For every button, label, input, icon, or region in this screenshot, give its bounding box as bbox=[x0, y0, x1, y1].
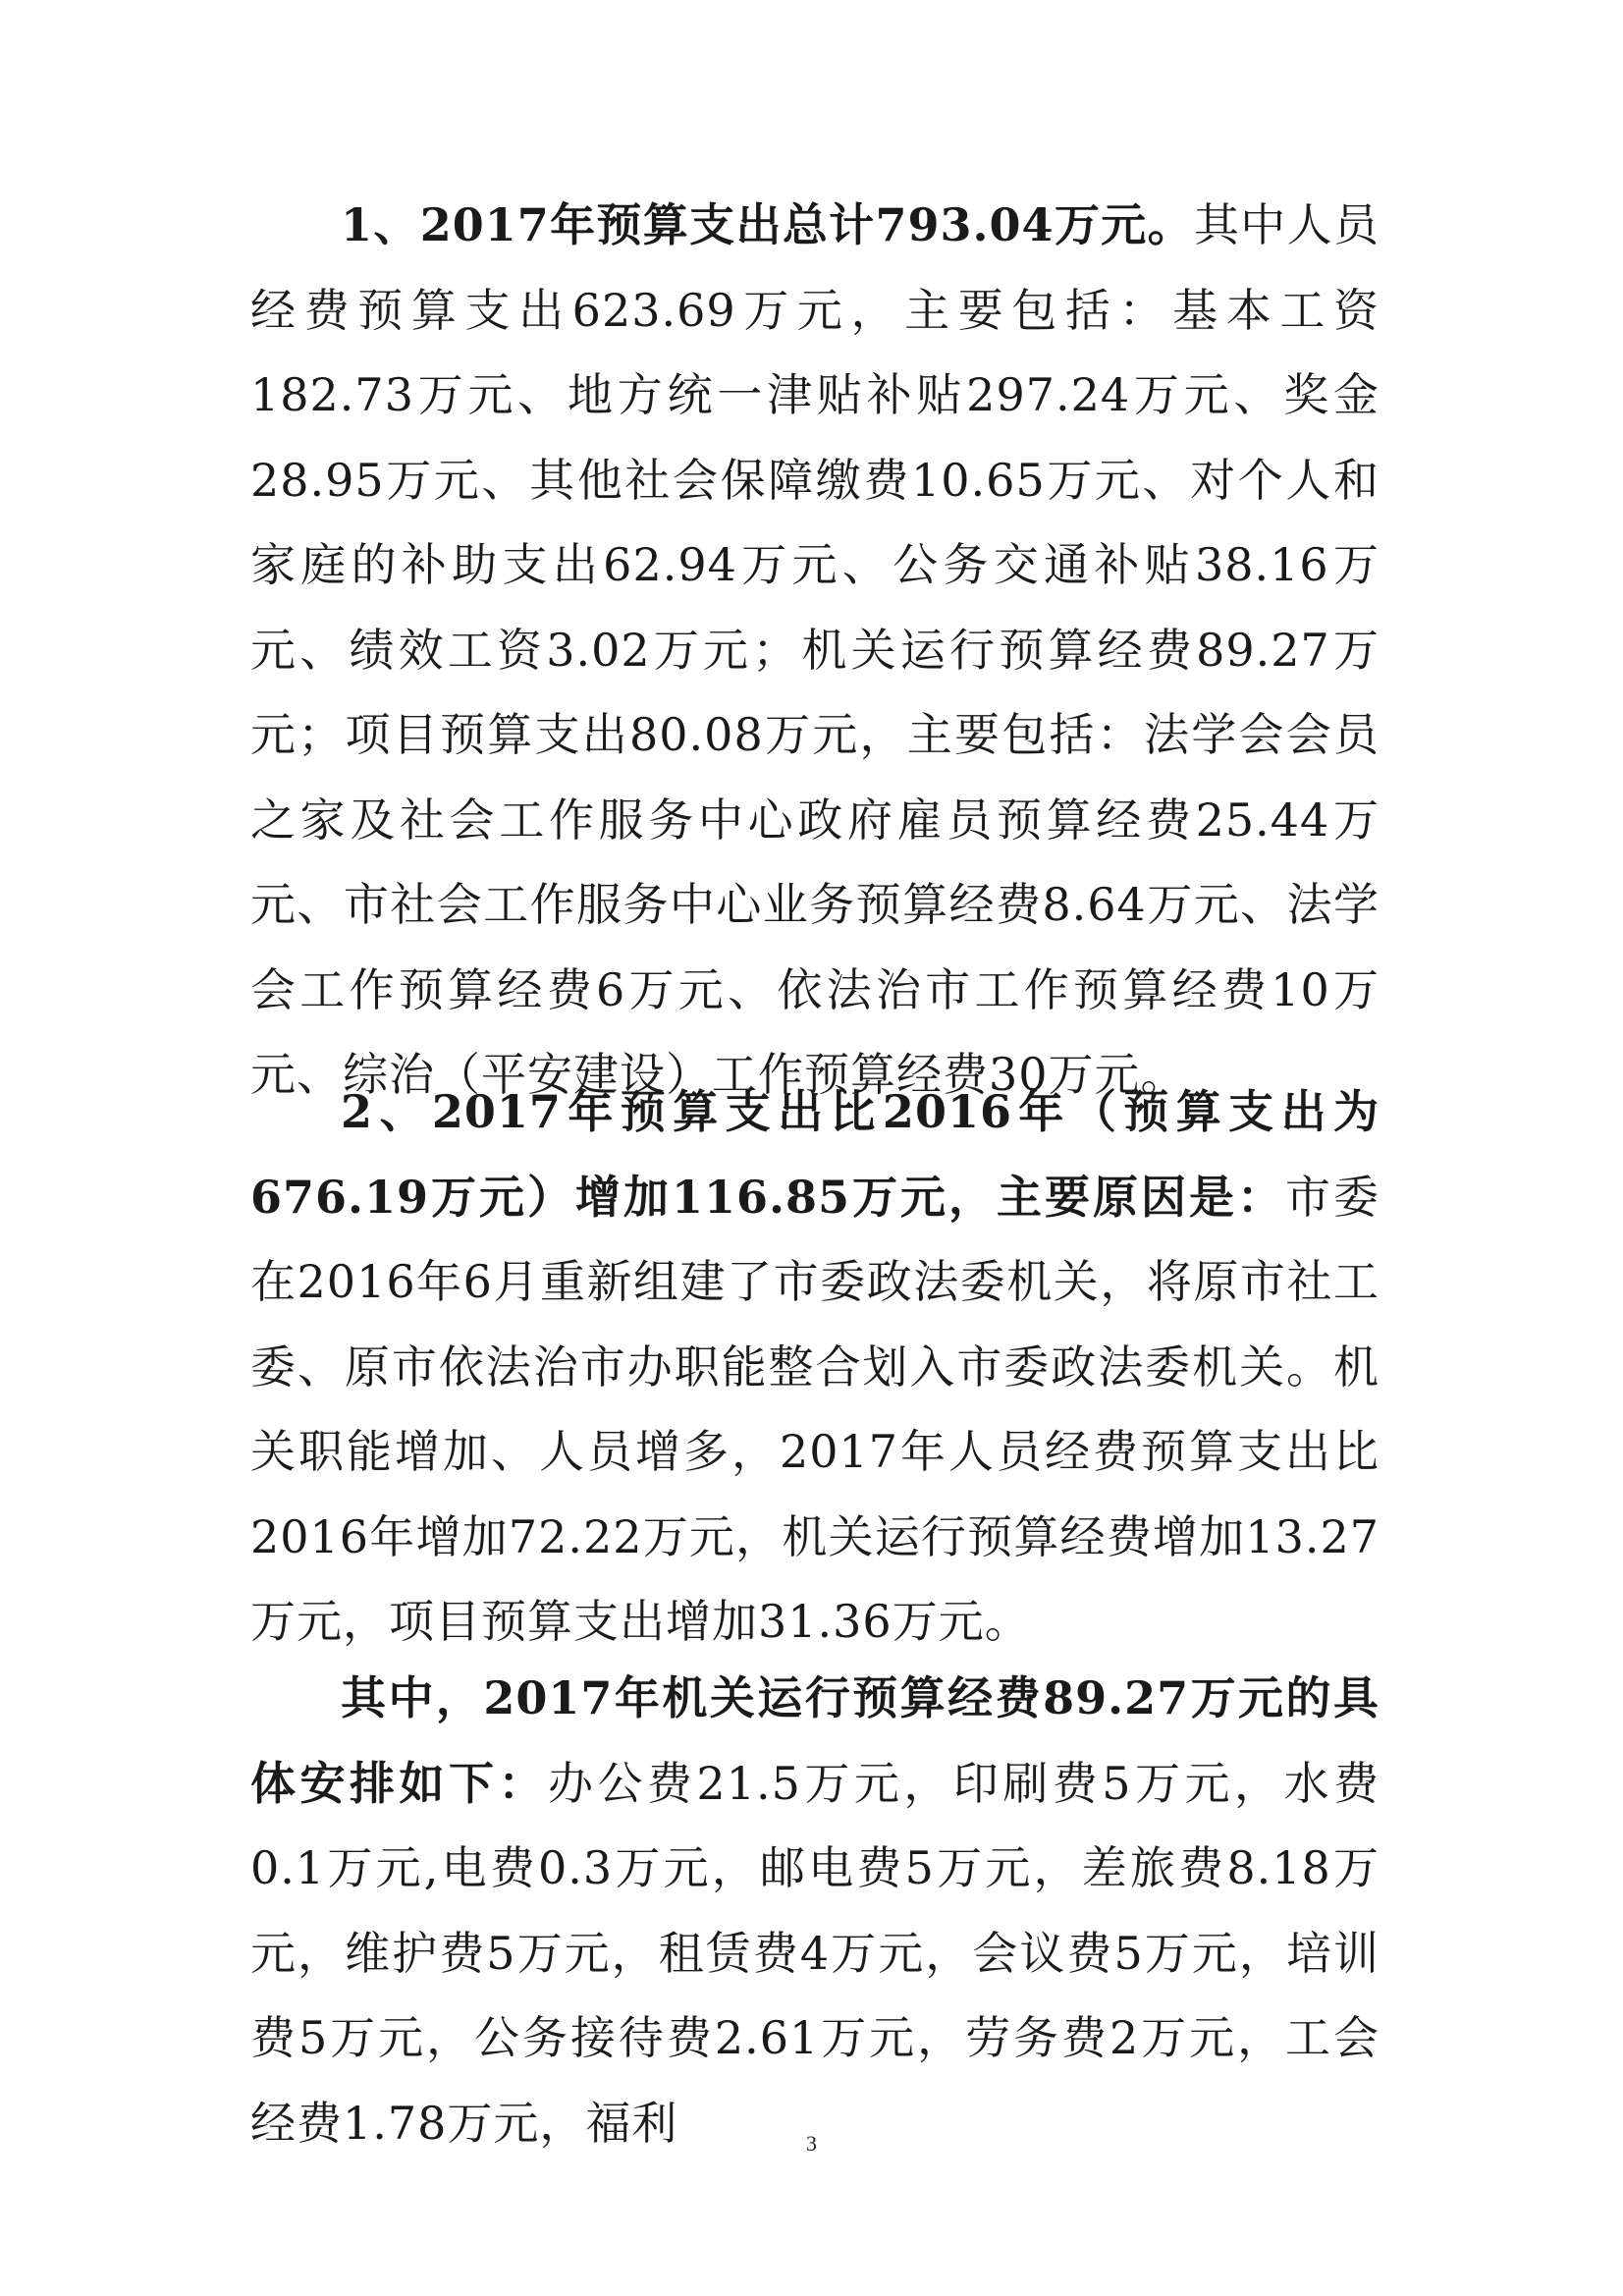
paragraph-lead: 2、2017年预算支出比2016年（预算支出为676.19万元）增加116.85万元，主要原因是： bbox=[250, 1085, 1380, 1224]
page-number: 3 bbox=[806, 2131, 817, 2156]
paragraph-budget-total bbox=[250, 183, 1380, 1118]
paragraph-body: 办公费21.5万元，印刷费5万元，水费0.1万元,电费0.3万元，邮电费5万元，差旅费8.18万元，维护费5万元，租赁费4万元，会议费5万元，培训费5万元，公务接待费2.61万元，劳务费2万元，工会经费1.78万元，福利 bbox=[250, 1756, 1380, 2150]
paragraph-lead: 其中，2017年机关运行预算经费89.27万元的具体安排如下： bbox=[250, 1671, 1380, 1810]
paragraph-budget-increase bbox=[250, 1069, 1380, 1665]
paragraph-operating-expenses bbox=[250, 1656, 1380, 2165]
paragraph-body: 其中人员经费预算支出623.69万元，主要包括：基本工资182.73万元、地方统一津贴补贴297.24万元、奖金28.95万元、其他社会保障缴费10.65万元、对个人和家庭的补助支出62.94万元、公务交通补贴38.16万元、绩效工资3.02万元；机关运行预算经费89.27万元；项目预算支出80.08万元，主要包括：法学会会员之家及社会工作服务中心政府雇员预算经费25.44万元、市社会工作服务中心业务预算经费8.64万元、法学会工作预算经费6万元、依法治市工作预算经费10万元、综治（平安建设）工作预算经费30万元。 bbox=[250, 198, 1380, 1101]
paragraph-lead: 1、2017年预算支出总计793.04万元。 bbox=[341, 198, 1194, 251]
paragraph-body: 市委在2016年6月重新组建了市委政法委机关，将原市社工委、原市依法治市办职能整合划入市委政法委机关。机关职能增加、人员增多，2017年人员经费预算支出比2016年增加72.22万元，机关运行预算经费增加13.27万元，项目预算支出增加31.36万元。 bbox=[250, 1170, 1380, 1648]
